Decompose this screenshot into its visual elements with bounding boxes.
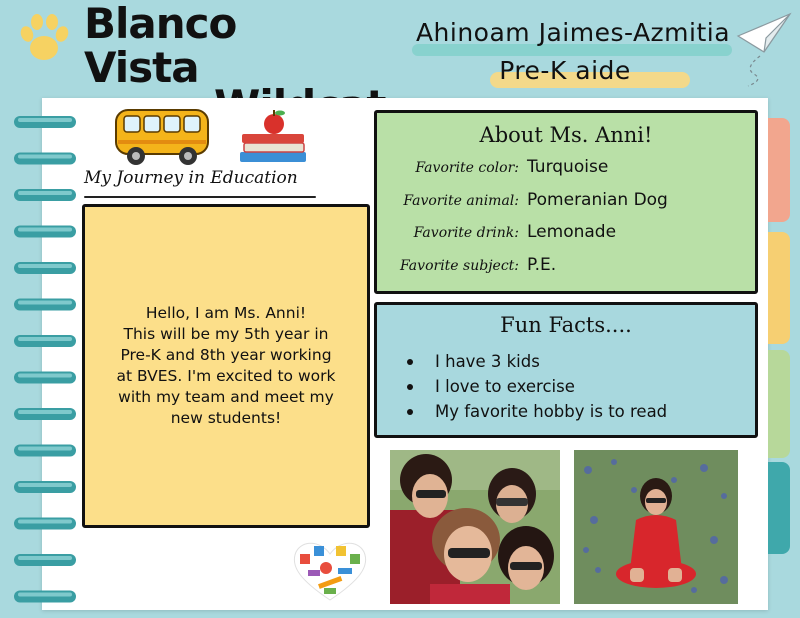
spiral-ring-highlight bbox=[18, 447, 72, 451]
journey-title: My Journey in Education bbox=[84, 168, 298, 188]
books-apple-icon bbox=[236, 108, 310, 166]
spiral-ring-highlight bbox=[18, 191, 72, 195]
family-photo bbox=[390, 450, 560, 604]
favorite-color-row bbox=[377, 157, 755, 183]
staff-role: Pre-K aide bbox=[499, 56, 631, 85]
spiral-ring-highlight bbox=[18, 337, 72, 341]
staff-name: Ahinoam Jaimes-Azmitia bbox=[415, 18, 731, 47]
school-name-line1: Blanco Vista bbox=[84, 0, 237, 92]
favorite-animal-row bbox=[377, 190, 755, 216]
fun-facts-list bbox=[403, 349, 667, 424]
tab-teal bbox=[768, 462, 790, 554]
tab-yellow bbox=[768, 232, 790, 344]
favorite-label: Favorite subject: bbox=[400, 258, 519, 274]
paper-plane-icon bbox=[730, 8, 796, 88]
favorite-value: Turquoise bbox=[527, 157, 609, 177]
spiral-ring-highlight bbox=[18, 593, 72, 597]
spiral-ring-highlight bbox=[18, 118, 72, 122]
bluebonnet-photo bbox=[574, 450, 738, 604]
alphabet-heart-icon bbox=[288, 536, 372, 604]
favorite-value: Lemonade bbox=[527, 222, 617, 242]
spiral-ring-highlight bbox=[18, 228, 72, 232]
fun-facts-card bbox=[374, 302, 758, 438]
school-bus-icon bbox=[112, 104, 214, 168]
favorite-label: Favorite color: bbox=[415, 160, 519, 176]
bio-card bbox=[82, 204, 370, 528]
spiral-binding bbox=[10, 100, 80, 610]
list-item: I have 3 kids bbox=[403, 349, 667, 374]
spiral-ring-highlight bbox=[18, 155, 72, 159]
list-item: My favorite hobby is to read bbox=[403, 399, 667, 424]
favorite-subject-row bbox=[377, 255, 755, 281]
spiral-ring-highlight bbox=[18, 556, 72, 560]
favorite-drink-row bbox=[377, 222, 755, 248]
spiral-ring-highlight bbox=[18, 264, 72, 268]
about-title: About Ms. Anni! bbox=[479, 123, 653, 147]
paw-icon bbox=[14, 8, 74, 68]
journey-underline bbox=[84, 196, 316, 198]
spiral-ring-highlight bbox=[18, 520, 72, 524]
spiral-ring-highlight bbox=[18, 301, 72, 305]
favorite-label: Favorite drink: bbox=[413, 225, 519, 241]
list-item: I love to exercise bbox=[403, 374, 667, 399]
spiral-ring-highlight bbox=[18, 374, 72, 378]
spiral-ring-highlight bbox=[18, 410, 72, 414]
favorite-value: Pomeranian Dog bbox=[527, 190, 668, 210]
fun-facts-title: Fun Facts.... bbox=[500, 313, 632, 337]
spiral-ring-highlight bbox=[18, 483, 72, 487]
about-card bbox=[374, 110, 758, 294]
favorite-label: Favorite animal: bbox=[403, 193, 519, 209]
favorite-value: P.E. bbox=[527, 255, 557, 275]
bio-text: Hello, I am Ms. Anni! This will be my 5th year in Pre-K and 8th year working at BVES. I'm excited to work with my team and meet my new students! bbox=[116, 304, 336, 427]
tab-green bbox=[768, 350, 790, 458]
tab-coral bbox=[768, 118, 790, 222]
